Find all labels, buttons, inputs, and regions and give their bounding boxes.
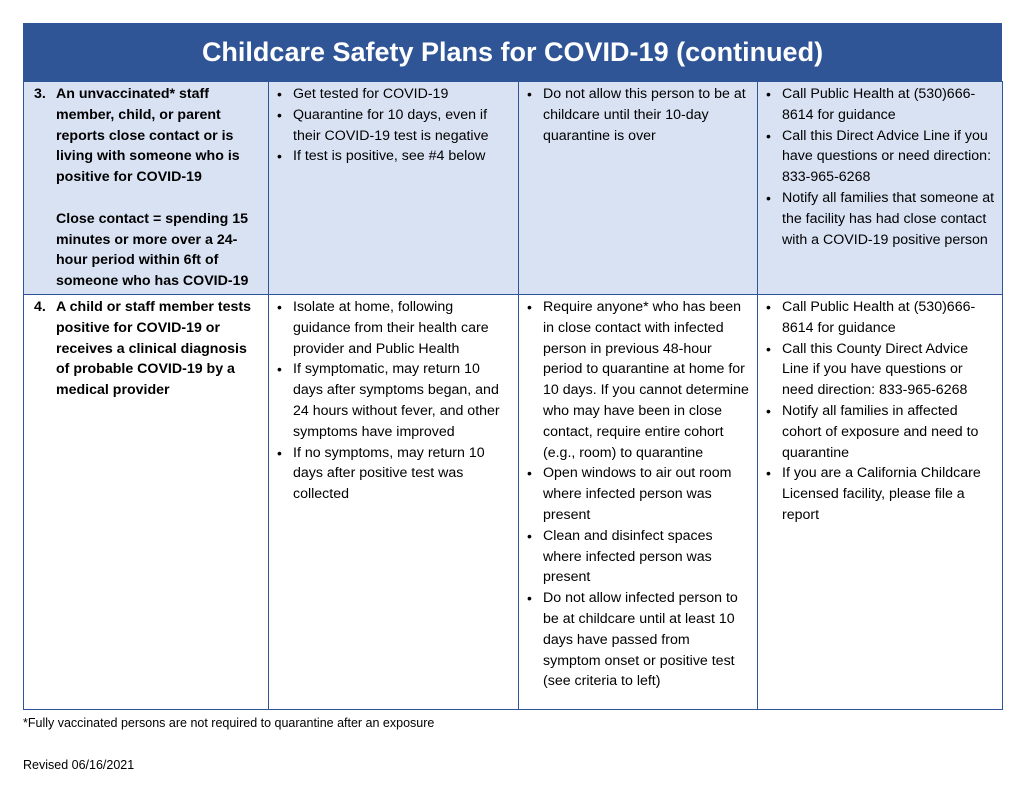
facility-actions-cell [519,294,758,709]
table-row [24,294,1003,709]
situation-cell [24,82,269,295]
communication-cell [758,82,1003,295]
list-item: • Notify all families that someone at the facility has had close contact with a COVID-19 positive person [764,188,996,250]
row-number: 4. [34,298,46,315]
situation-text: An unvaccinated* staff member, child, or parent reports close contact or is living with someone who is positive for COVID-19 [56,86,240,186]
situation-note: Close contact = spending 15 minutes or more over a 24-hour period within 6ft of someone who has COVID-19 [56,210,249,290]
list-item: • Call this Direct Advice Line if you have questions or need direction: 833-965-6268 [764,126,996,188]
list-item: • Do not allow infected person to be at childcare until at least 10 days have passed from symptom onset or positive test (see criteria to left) [525,588,751,692]
list-item: • Isolate at home, following guidance from their health care provider and Public Health [275,297,512,359]
list-item: • If you are a California Childcare Licensed facility, please file a report [764,463,996,525]
individual-actions-cell [269,82,519,295]
list-item: • Call this County Direct Advice Line if you have questions or need direction: 833-965-6268 [764,339,996,401]
situation-cell [24,294,269,709]
list-item: • Notify all families in affected cohort of exposure and need to quarantine [764,401,996,463]
list-item: • Quarantine for 10 days, even if their COVID-19 test is negative [275,105,512,147]
list-item: • Require anyone* who has been in close contact with infected person in previous 48-hour period to quarantine at home for 10 days. If you cannot determine who may have been in close contact, require entire cohort (e.g., room) to quarantine [525,297,751,463]
list-item: • Call Public Health at (530)666-8614 for guidance [764,84,996,126]
page-title: Childcare Safety Plans for COVID-19 (continued) [23,23,1002,81]
list-item: • Clean and disinfect spaces where infected person was present [525,526,751,588]
list-item: • Do not allow this person to be at childcare until their 10-day quarantine is over [525,84,751,146]
table-row [24,82,1003,295]
list-item: • Open windows to air out room where infected person was present [525,463,751,525]
facility-actions-cell [519,82,758,295]
row-number: 3. [34,86,46,102]
situation-text: A child or staff member tests positive for COVID-19 or receives a clinical diagnosis of probable COVID-19 by a medical provider [56,298,251,399]
revision-date: Revised 06/16/2021 [23,758,135,772]
list-item: • If symptomatic, may return 10 days after symptoms began, and 24 hours without fever, and other symptoms have improved [275,359,512,442]
individual-actions-cell [269,294,519,709]
communication-cell [758,294,1003,709]
list-item: • Call Public Health at (530)666-8614 for guidance [764,297,996,339]
safety-plan-table [23,81,1003,710]
footnote: *Fully vaccinated persons are not required to quarantine after an exposure [23,716,435,730]
list-item: • Get tested for COVID-19 [275,84,512,105]
safety-plan-document [23,23,1002,710]
list-item: • If no symptoms, may return 10 days after positive test was collected [275,443,512,505]
list-item: • If test is positive, see #4 below [275,146,512,167]
